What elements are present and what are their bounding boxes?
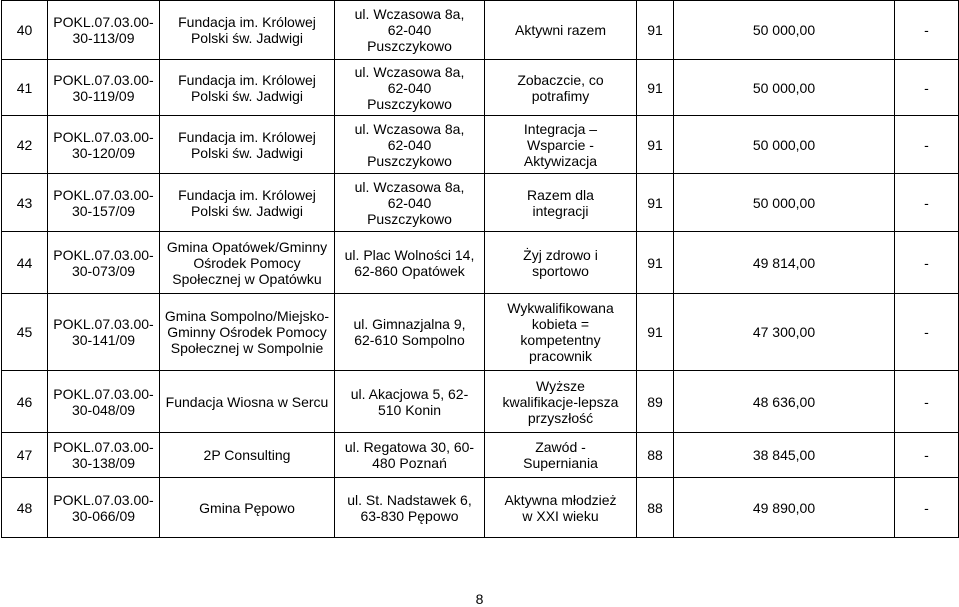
amount-cell: 38 845,00 [674, 433, 895, 478]
row-number-cell: 45 [2, 294, 48, 371]
page-number: 8 [475, 591, 484, 607]
project-title-cell: Razem dla integracji [485, 174, 637, 232]
address-cell: ul. Gimnazjalna 9, 62-610 Sompolno [335, 294, 485, 371]
table-row [2, 60, 959, 116]
table-row [2, 232, 959, 294]
project-code-cell: POKL.07.03.00- 30-138/09 [48, 433, 160, 478]
organization-cell: Gmina Sompolno/Miejsko- Gminny Ośrodek Pomocy Społecznej w Sompolnie [160, 294, 335, 371]
amount-cell: 48 636,00 [674, 371, 895, 433]
amount-cell: 49 814,00 [674, 232, 895, 294]
address-cell: ul. Wczasowa 8a, 62-040 Puszczykowo [335, 60, 485, 116]
count-cell: 91 [637, 116, 674, 174]
project-code-cell: POKL.07.03.00- 30-157/09 [48, 174, 160, 232]
row-number-cell: 44 [2, 232, 48, 294]
address-cell: ul. Wczasowa 8a, 62-040 Puszczykowo [335, 1, 485, 60]
project-code-cell: POKL.07.03.00- 30-119/09 [48, 60, 160, 116]
count-cell: 88 [637, 433, 674, 478]
project-code-cell: POKL.07.03.00- 30-141/09 [48, 294, 160, 371]
project-title-cell: Wykwalifikowana kobieta = kompetentny pracownik [485, 294, 637, 371]
organization-cell: Fundacja im. Królowej Polski św. Jadwigi [160, 174, 335, 232]
row-number-cell: 43 [2, 174, 48, 232]
count-cell: 91 [637, 174, 674, 232]
project-title-cell: Integracja – Wsparcie - Aktywizacja [485, 116, 637, 174]
table-row [2, 116, 959, 174]
table-row [2, 1, 959, 60]
extra-cell: - [895, 294, 959, 371]
table-row [2, 294, 959, 371]
projects-table [1, 0, 959, 538]
organization-cell: Gmina Pępowo [160, 478, 335, 538]
row-number-cell: 42 [2, 116, 48, 174]
address-cell: ul. Akacjowa 5, 62- 510 Konin [335, 371, 485, 433]
amount-cell: 50 000,00 [674, 116, 895, 174]
project-code-cell: POKL.07.03.00- 30-120/09 [48, 116, 160, 174]
table-row [2, 174, 959, 232]
count-cell: 91 [637, 232, 674, 294]
row-number-cell: 48 [2, 478, 48, 538]
row-number-cell: 41 [2, 60, 48, 116]
project-code-cell: POKL.07.03.00- 30-048/09 [48, 371, 160, 433]
address-cell: ul. Regatowa 30, 60- 480 Poznań [335, 433, 485, 478]
address-cell: ul. St. Nadstawek 6, 63-830 Pępowo [335, 478, 485, 538]
address-cell: ul. Plac Wolności 14, 62-860 Opatówek [335, 232, 485, 294]
project-title-cell: Aktywni razem [485, 1, 637, 60]
address-cell: ul. Wczasowa 8a, 62-040 Puszczykowo [335, 116, 485, 174]
row-number-cell: 46 [2, 371, 48, 433]
extra-cell: - [895, 371, 959, 433]
amount-cell: 50 000,00 [674, 1, 895, 60]
amount-cell: 50 000,00 [674, 60, 895, 116]
extra-cell: - [895, 174, 959, 232]
row-number-cell: 47 [2, 433, 48, 478]
project-code-cell: POKL.07.03.00- 30-113/09 [48, 1, 160, 60]
organization-cell: Gmina Opatówek/Gminny Ośrodek Pomocy Społecznej w Opatówku [160, 232, 335, 294]
extra-cell: - [895, 232, 959, 294]
amount-cell: 50 000,00 [674, 174, 895, 232]
extra-cell: - [895, 116, 959, 174]
project-code-cell: POKL.07.03.00- 30-066/09 [48, 478, 160, 538]
project-title-cell: Żyj zdrowo i sportowo [485, 232, 637, 294]
project-code-cell: POKL.07.03.00- 30-073/09 [48, 232, 160, 294]
organization-cell: 2P Consulting [160, 433, 335, 478]
table-row [2, 371, 959, 433]
extra-cell: - [895, 478, 959, 538]
count-cell: 91 [637, 60, 674, 116]
organization-cell: Fundacja im. Królowej Polski św. Jadwigi [160, 60, 335, 116]
organization-cell: Fundacja im. Królowej Polski św. Jadwigi [160, 116, 335, 174]
amount-cell: 47 300,00 [674, 294, 895, 371]
count-cell: 88 [637, 478, 674, 538]
project-title-cell: Aktywna młodzież w XXI wieku [485, 478, 637, 538]
amount-cell: 49 890,00 [674, 478, 895, 538]
address-cell: ul. Wczasowa 8a, 62-040 Puszczykowo [335, 174, 485, 232]
extra-cell: - [895, 60, 959, 116]
extra-cell: - [895, 433, 959, 478]
row-number-cell: 40 [2, 1, 48, 60]
count-cell: 91 [637, 294, 674, 371]
project-title-cell: Wyższe kwalifikacje-lepsza przyszłość [485, 371, 637, 433]
organization-cell: Fundacja im. Królowej Polski św. Jadwigi [160, 1, 335, 60]
table-row [2, 478, 959, 538]
count-cell: 89 [637, 371, 674, 433]
count-cell: 91 [637, 1, 674, 60]
organization-cell: Fundacja Wiosna w Sercu [160, 371, 335, 433]
table-row [2, 433, 959, 478]
project-title-cell: Zawód - Superniania [485, 433, 637, 478]
extra-cell: - [895, 1, 959, 60]
project-title-cell: Zobaczcie, co potrafimy [485, 60, 637, 116]
